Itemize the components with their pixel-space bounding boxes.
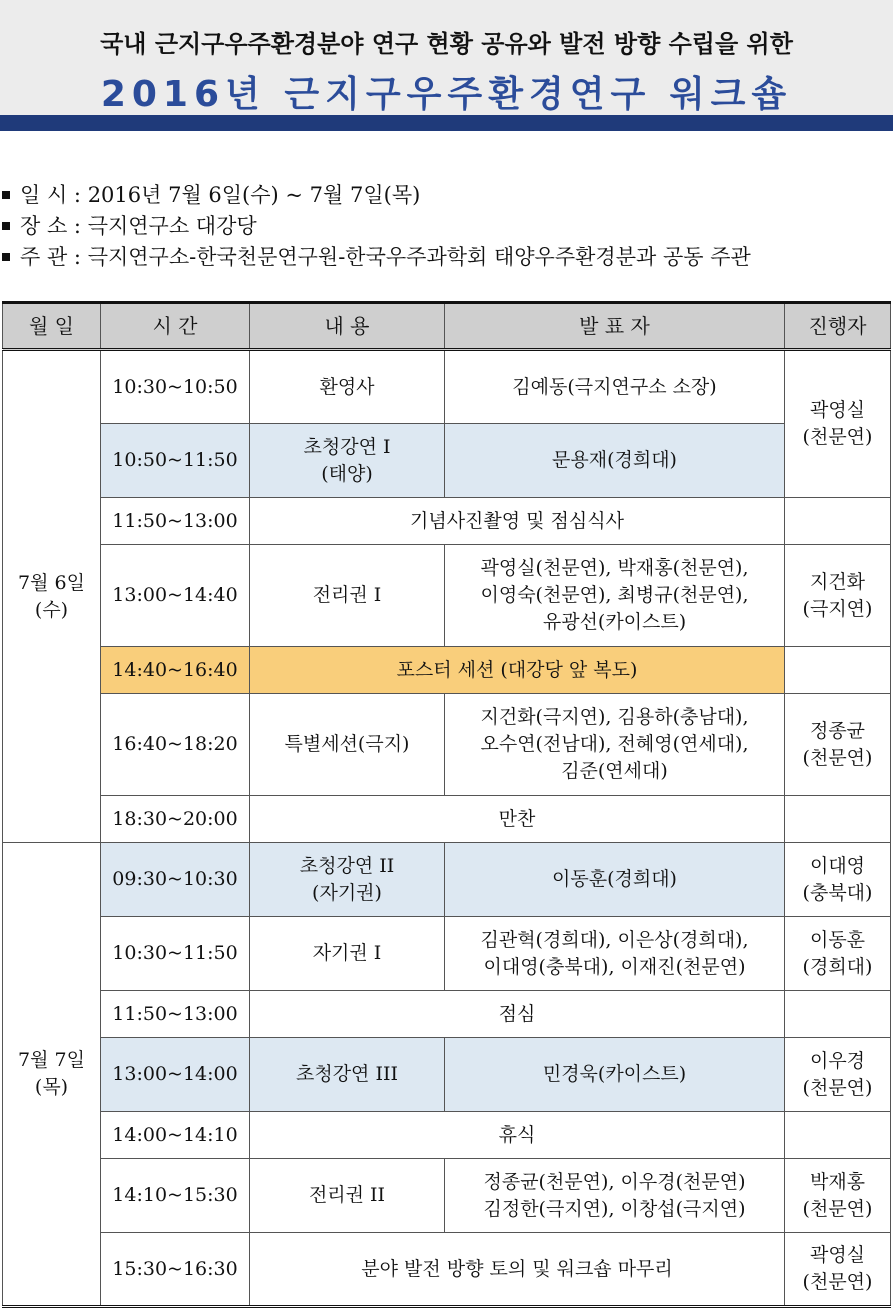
time-cell: 09:30~10:30 xyxy=(101,843,250,917)
time-cell: 13:00~14:40 xyxy=(101,545,250,647)
moderator-cell: 지건화 (극지연) xyxy=(785,545,891,647)
col-content-header: 내 용 xyxy=(250,303,445,350)
table-row xyxy=(3,647,891,694)
content-cell: 환영사 xyxy=(250,350,445,424)
col-date-header: 월 일 xyxy=(3,303,101,350)
content-cell: 초청강연 I (태양) xyxy=(250,424,445,498)
merged-content-cell: 만찬 xyxy=(250,796,785,843)
col-moderator-header: 진행자 xyxy=(785,303,891,350)
merged-content-cell: 휴식 xyxy=(250,1112,785,1159)
table-row xyxy=(3,991,891,1038)
info-label: 주 관 xyxy=(20,245,68,269)
info-label: 일 시 xyxy=(20,183,68,207)
time-cell: 11:50~13:00 xyxy=(101,991,250,1038)
time-cell: 10:50~11:50 xyxy=(101,424,250,498)
time-cell: 14:00~14:10 xyxy=(101,1112,250,1159)
banner-subtitle: 국내 근지구우주환경분야 연구 현황 공유와 발전 방향 수립을 위한 xyxy=(100,30,793,58)
moderator-cell: 곽영실 (천문연) xyxy=(785,1233,891,1307)
moderator-cell xyxy=(785,991,891,1038)
info-date: 일 시 : 2016년 7월 6일(수) ~ 7월 7일(목) xyxy=(0,181,893,209)
moderator-cell xyxy=(785,647,891,694)
time-cell: 15:30~16:30 xyxy=(101,1233,250,1307)
content-cell: 자기권 I xyxy=(250,917,445,991)
info-host: 주 관 : 극지연구소-한국천문연구원-한국우주과학회 태양우주환경분과 공동 주관 xyxy=(0,243,893,271)
table-row xyxy=(3,796,891,843)
time-cell: 10:30~11:50 xyxy=(101,917,250,991)
table-row xyxy=(3,917,891,991)
merged-content-cell: 분야 발전 방향 토의 및 워크숍 마무리 xyxy=(250,1233,785,1307)
moderator-cell: 정종균 (천문연) xyxy=(785,694,891,796)
day-cell: 7월 6일 (수) xyxy=(3,350,101,843)
content-cell: 특별세션(극지) xyxy=(250,694,445,796)
info-label: 장 소 xyxy=(20,214,68,238)
table-row xyxy=(3,545,891,647)
time-cell: 14:10~15:30 xyxy=(101,1159,250,1233)
content-cell: 초청강연 III xyxy=(250,1038,445,1112)
table-row xyxy=(3,694,891,796)
speaker-cell: 지건화(극지연), 김용하(충남대), 오수연(전남대), 전혜영(연세대), 김준(연세대) xyxy=(445,694,785,796)
time-cell: 14:40~16:40 xyxy=(101,647,250,694)
day-cell: 7월 7일 (목) xyxy=(3,843,101,1307)
table-row xyxy=(3,498,891,545)
moderator-cell: 곽영실 (천문연) xyxy=(785,350,891,498)
info-value: 2016년 7월 6일(수) ~ 7월 7일(목) xyxy=(87,183,421,207)
time-cell: 13:00~14:00 xyxy=(101,1038,250,1112)
speaker-cell: 김예동(극지연구소 소장) xyxy=(445,350,785,424)
moderator-cell: 이우경 (천문연) xyxy=(785,1038,891,1112)
time-cell: 10:30~10:50 xyxy=(101,350,250,424)
square-bullet-icon xyxy=(2,191,10,199)
banner-bar xyxy=(0,115,893,131)
table-row xyxy=(3,1159,891,1233)
merged-content-cell: 기념사진촬영 및 점심식사 xyxy=(250,498,785,545)
table-row xyxy=(3,843,891,917)
speaker-cell: 곽영실(천문연), 박재홍(천문연), 이영숙(천문연), 최병규(천문연), 유광선(카이스트) xyxy=(445,545,785,647)
square-bullet-icon xyxy=(2,222,10,230)
content-cell: 초청강연 II (자기권) xyxy=(250,843,445,917)
banner-title: 2016년 근지구우주환경연구 워크숍 xyxy=(100,74,793,115)
time-cell: 16:40~18:20 xyxy=(101,694,250,796)
moderator-cell xyxy=(785,796,891,843)
square-bullet-icon xyxy=(2,253,10,261)
moderator-cell: 이대영 (충북대) xyxy=(785,843,891,917)
time-cell: 18:30~20:00 xyxy=(101,796,250,843)
moderator-cell xyxy=(785,1112,891,1159)
merged-content-cell: 포스터 세션 (대강당 앞 복도) xyxy=(250,647,785,694)
table-row xyxy=(3,424,891,498)
content-cell: 전리권 II xyxy=(250,1159,445,1233)
merged-content-cell: 점심 xyxy=(250,991,785,1038)
table-row xyxy=(3,1233,891,1307)
table-row xyxy=(3,350,891,424)
col-speaker-header: 발 표 자 xyxy=(445,303,785,350)
title-banner xyxy=(0,0,893,131)
time-cell: 11:50~13:00 xyxy=(101,498,250,545)
table-row xyxy=(3,1112,891,1159)
moderator-cell xyxy=(785,498,891,545)
schedule-table xyxy=(2,301,891,1308)
table-row xyxy=(3,1038,891,1112)
info-value: 극지연구소-한국천문연구원-한국우주과학회 태양우주환경분과 공동 주관 xyxy=(87,245,751,269)
content-cell: 전리권 I xyxy=(250,545,445,647)
speaker-cell: 정종균(천문연), 이우경(천문연) 김정한(극지연), 이창섭(극지연) xyxy=(445,1159,785,1233)
speaker-cell: 민경욱(카이스트) xyxy=(445,1038,785,1112)
speaker-cell: 이동훈(경희대) xyxy=(445,843,785,917)
speaker-cell: 문용재(경희대) xyxy=(445,424,785,498)
moderator-cell: 박재홍 (천문연) xyxy=(785,1159,891,1233)
moderator-cell: 이동훈 (경희대) xyxy=(785,917,891,991)
speaker-cell: 김관혁(경희대), 이은상(경희대), 이대영(충북대), 이재진(천문연) xyxy=(445,917,785,991)
col-time-header: 시 간 xyxy=(101,303,250,350)
info-value: 극지연구소 대강당 xyxy=(87,214,257,238)
table-header-row xyxy=(3,303,891,350)
info-place: 장 소 : 극지연구소 대강당 xyxy=(0,212,893,240)
